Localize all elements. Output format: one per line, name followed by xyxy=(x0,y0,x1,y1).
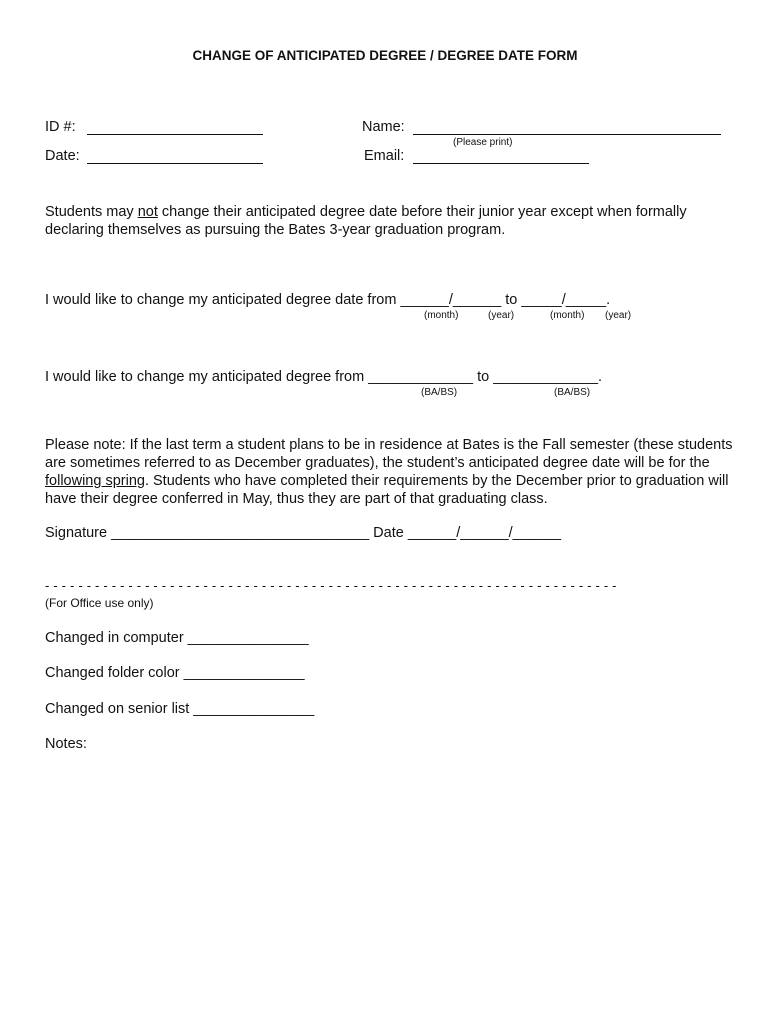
junior-year-notice: Students may not change their anticipated degree date before their junior year except when formally declaring themselves as pursuing the Bates 3-year graduation program. xyxy=(45,204,687,238)
office-separator: - - - - - - - - - - - - - - - - - - - - - - - - - - - - - - - - - - - - - - - - - - - - - - - - - - - - - - - - - - - - - - - - - - - - - xyxy=(45,578,617,593)
signature-line: Signature ________________________________ Date ______/______/______ xyxy=(45,525,562,541)
degree-change-line: I would like to change my anticipated degree from _____________ to _____________. xyxy=(45,369,603,385)
notes-label: Notes: xyxy=(45,736,87,752)
please-print-hint: (Please print) xyxy=(453,137,513,148)
month-hint-from: (month) xyxy=(424,310,459,321)
year-hint-to: (year) xyxy=(605,310,632,321)
degree-hint-to: (BA/BS) xyxy=(554,387,591,398)
office-use-label: (For Office use only) xyxy=(45,596,154,610)
form-title: CHANGE OF ANTICIPATED DEGREE / DEGREE DATE FORM xyxy=(192,48,578,63)
month-hint-to: (month) xyxy=(550,310,585,321)
date-change-line: I would like to change my anticipated degree date from ______/______ to _____/_____. xyxy=(45,292,611,308)
email-label: Email: xyxy=(364,148,405,164)
year-hint-from: (year) xyxy=(488,310,515,321)
date-label: Date: xyxy=(45,148,80,164)
date-field[interactable] xyxy=(87,162,263,164)
id-label: ID #: xyxy=(45,119,76,135)
changed-on-senior-list: Changed on senior list _______________ xyxy=(45,701,315,717)
name-field[interactable] xyxy=(413,133,721,135)
email-field[interactable] xyxy=(413,162,589,164)
changed-folder-color: Changed folder color _______________ xyxy=(45,665,305,681)
name-label: Name: xyxy=(362,119,405,135)
changed-in-computer: Changed in computer _______________ xyxy=(45,630,309,646)
degree-hint-from: (BA/BS) xyxy=(421,387,458,398)
fall-semester-note: Please note: If the last term a student plans to be in residence at Bates is the Fall semester (these students are sometimes referred to as December graduates), the student’s anticipated degree date will be for the following spring. Students who have completed their requirements by the December prior to graduation will have their degree conferred in May, thus they are part of that graduating class. xyxy=(45,437,733,507)
id-field[interactable] xyxy=(87,133,263,135)
following-spring-emphasis: following spring xyxy=(45,473,145,489)
not-emphasis: not xyxy=(137,204,158,220)
